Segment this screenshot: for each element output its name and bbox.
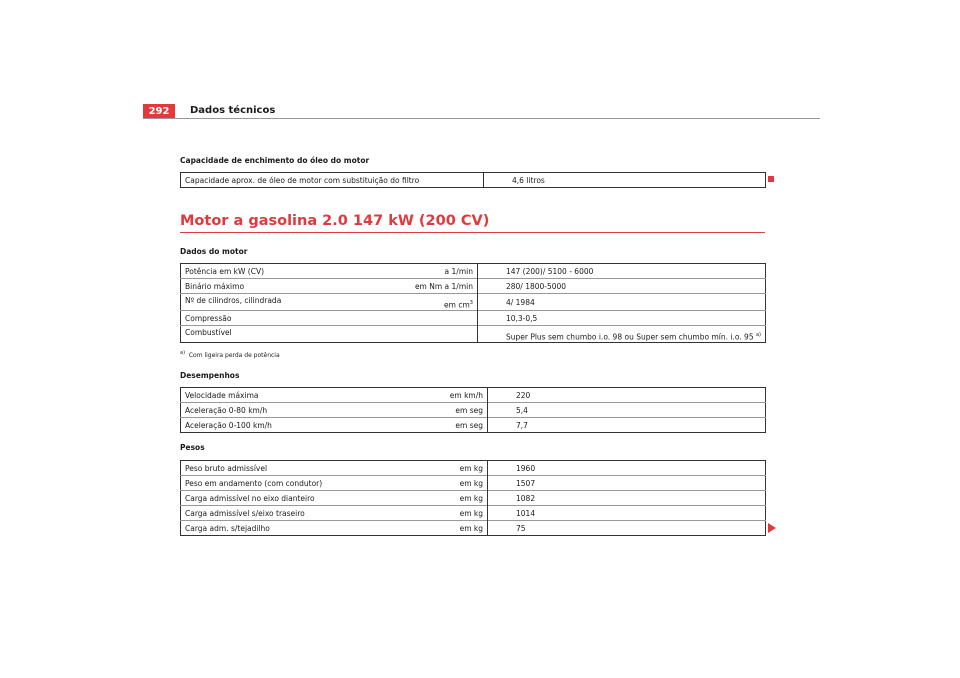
section-divider [180, 232, 765, 233]
row-value: 75 [488, 521, 766, 536]
row-unit: em seg [409, 418, 488, 433]
row-unit: em $cm^3$ [400, 294, 478, 311]
row-unit: a 1/min [400, 264, 478, 279]
oil-table [180, 172, 766, 188]
footnote: $^{a)}$ Com ligeira perda de potência [180, 350, 280, 359]
row-label: Peso bruto admissível [185, 463, 268, 473]
table-row [181, 311, 766, 326]
oil-heading: Capacidade de enchimento do óleo do motor [180, 156, 370, 165]
row-unit: em kg [409, 521, 488, 536]
header-title: Dados técnicos [190, 105, 276, 116]
table-row [181, 461, 766, 476]
row-value: Super Plus sem chumbo i.o. 98 ou Super sem chumbo mín. i.o. 95 $^{a)}$ [477, 326, 765, 343]
weights-heading: Pesos [180, 443, 205, 452]
row-label: Compressão [181, 311, 400, 326]
table-row [181, 388, 766, 403]
row-label: Carga adm. s/tejadilho [181, 521, 410, 536]
row-unit: em Nm a 1/min [400, 279, 478, 294]
row-unit [400, 326, 478, 343]
oil-value: 4,6 litros [512, 175, 545, 185]
row-label: Combustível [181, 326, 400, 343]
row-unit: em seg [409, 403, 488, 418]
row-unit: em kg [409, 476, 488, 491]
header-divider [143, 118, 820, 119]
row-label: Velocidade máxima [185, 390, 259, 400]
weights-table [180, 460, 766, 536]
performance-table [180, 387, 766, 433]
table-row [181, 326, 766, 343]
table-row [181, 403, 766, 418]
performance-heading: Desempenhos [180, 371, 240, 380]
row-label: Carga admissível no eixo dianteiro [181, 491, 410, 506]
unit-superscript: 3 [469, 299, 473, 306]
row-label: Carga admissível s/eixo traseiro [181, 506, 410, 521]
continue-arrow-icon [768, 523, 776, 533]
page-number: 292 [143, 104, 175, 119]
footnote-mark: a) [180, 350, 186, 356]
table-row [181, 264, 766, 279]
row-unit: em kg [409, 461, 488, 476]
engine-table [180, 263, 766, 343]
table-row [181, 521, 766, 536]
table-row [181, 506, 766, 521]
row-value: 10,3-0,5 [477, 311, 765, 326]
row-value: 1014 [488, 506, 766, 521]
end-of-section-marker [768, 176, 774, 182]
row-value: 147 (200)/ 5100 - 6000 [505, 266, 594, 276]
table-row [181, 418, 766, 433]
row-value: 1082 [488, 491, 766, 506]
row-value: 280/ 1800-5000 [477, 279, 765, 294]
row-value: 7,7 [488, 418, 766, 433]
table-row [181, 294, 766, 311]
table-row [181, 491, 766, 506]
section-title: Motor a gasolina 2.0 147 kW (200 CV) [180, 213, 490, 229]
row-label: Peso em andamento (com condutor) [181, 476, 410, 491]
row-value: 5,4 [488, 403, 766, 418]
row-label: Binário máximo [181, 279, 400, 294]
row-value: 1960 [516, 463, 536, 473]
row-value: 220 [516, 390, 531, 400]
row-label: Nº de cilindros, cilindrada [181, 294, 400, 311]
row-value: 4/ 1984 [477, 294, 765, 311]
row-label: Aceleração 0-100 km/h [181, 418, 410, 433]
row-unit: em km/h [409, 388, 488, 403]
row-value: 1507 [488, 476, 766, 491]
table-row [181, 476, 766, 491]
row-unit: em kg [409, 506, 488, 521]
footnote-ref: a) [755, 331, 761, 338]
engine-heading: Dados do motor [180, 247, 248, 256]
oil-label: Capacidade aprox. de óleo de motor com substituição do filtro [181, 173, 484, 188]
row-label: Aceleração 0-80 km/h [181, 403, 410, 418]
row-unit: em kg [409, 491, 488, 506]
row-label: Potência em kW (CV) [185, 266, 265, 276]
table-row [181, 279, 766, 294]
row-unit [400, 311, 478, 326]
table-row [181, 173, 766, 188]
